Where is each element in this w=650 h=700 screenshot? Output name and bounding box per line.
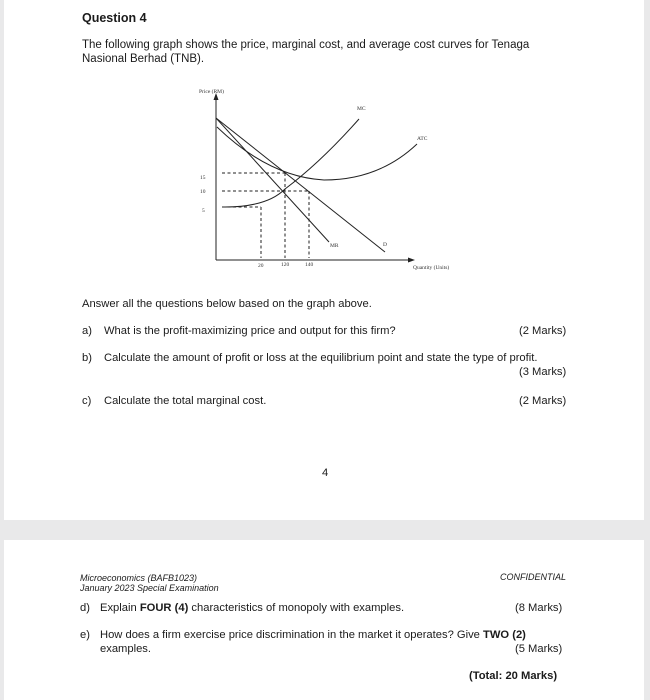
question-a-marks: (2 Marks) bbox=[519, 325, 567, 337]
y-tick-5: 5 bbox=[202, 208, 205, 214]
question-d-marks: (8 Marks) bbox=[515, 602, 563, 614]
question-d-label: d) bbox=[80, 602, 90, 614]
x-tick-120: 120 bbox=[281, 262, 290, 268]
mr-label: MR bbox=[330, 243, 339, 249]
x-axis-arrow-icon bbox=[408, 258, 415, 263]
x-axis-label: Quantity (Units) bbox=[413, 265, 450, 271]
x-tick-140: 140 bbox=[305, 262, 314, 268]
question-d-text bbox=[100, 602, 404, 614]
question-c-marks: (2 Marks) bbox=[519, 395, 567, 407]
cost-curves-graph bbox=[189, 82, 469, 277]
marginal-revenue-curve bbox=[216, 118, 329, 242]
question-c-label: c) bbox=[82, 395, 92, 407]
question-d-text-end: characteristics of monopoly with examples. bbox=[188, 602, 405, 614]
question-b-label: b) bbox=[82, 352, 92, 364]
question-e-marks: (5 Marks) bbox=[515, 643, 563, 655]
question-b-text: Calculate the amount of profit or loss at the equilibrium point and state the type of profit. bbox=[104, 352, 538, 364]
d-label: D bbox=[383, 242, 387, 248]
question-a-label: a) bbox=[82, 325, 92, 337]
page-number: 4 bbox=[322, 467, 329, 479]
y-tick-10: 10 bbox=[200, 189, 206, 195]
atc-label: ATC bbox=[417, 136, 428, 142]
question-intro bbox=[82, 38, 582, 66]
reference-lines bbox=[222, 173, 309, 258]
exam-page-4 bbox=[4, 0, 644, 520]
question-d-text-start: Explain bbox=[100, 602, 140, 614]
instruction: Answer all the questions below based on the graph above. bbox=[82, 298, 372, 310]
question-c-text: Calculate the total marginal cost. bbox=[104, 395, 267, 407]
intro-line-1: The following graph shows the price, marginal cost, and average cost curves for Tenaga bbox=[82, 39, 530, 51]
question-e-label: e) bbox=[80, 629, 90, 641]
exam-session: January 2023 Special Examination bbox=[80, 583, 219, 593]
question-e-line-2: examples. bbox=[100, 643, 151, 655]
mc-label: MC bbox=[357, 106, 366, 112]
question-e-emphasis: TWO (2) bbox=[483, 629, 526, 641]
intro-line-2: Nasional Berhad (TNB). bbox=[82, 53, 205, 65]
question-title: Question 4 bbox=[82, 11, 147, 25]
y-axis-label: Price (RM) bbox=[199, 89, 224, 95]
exam-page-5 bbox=[4, 540, 644, 700]
question-a-text: What is the profit-maximizing price and output for this firm? bbox=[104, 325, 396, 337]
x-tick-20: 20 bbox=[258, 263, 264, 269]
confidential-mark: CONFIDENTIAL bbox=[500, 572, 567, 582]
question-e-text-start: How does a firm exercise price discrimination in the market it operates? Give bbox=[100, 629, 484, 641]
demand-curve bbox=[216, 118, 385, 252]
question-b-marks: (3 Marks) bbox=[519, 366, 567, 378]
y-tick-15: 15 bbox=[200, 175, 206, 181]
question-d-emphasis: FOUR (4) bbox=[139, 602, 189, 614]
course-name: Microeconomics (BAFB1023) bbox=[80, 573, 198, 583]
total-marks: (Total: 20 Marks) bbox=[469, 670, 558, 682]
marginal-cost-curve bbox=[225, 119, 359, 207]
average-total-cost-curve bbox=[217, 127, 417, 180]
question-e-text bbox=[100, 629, 526, 641]
